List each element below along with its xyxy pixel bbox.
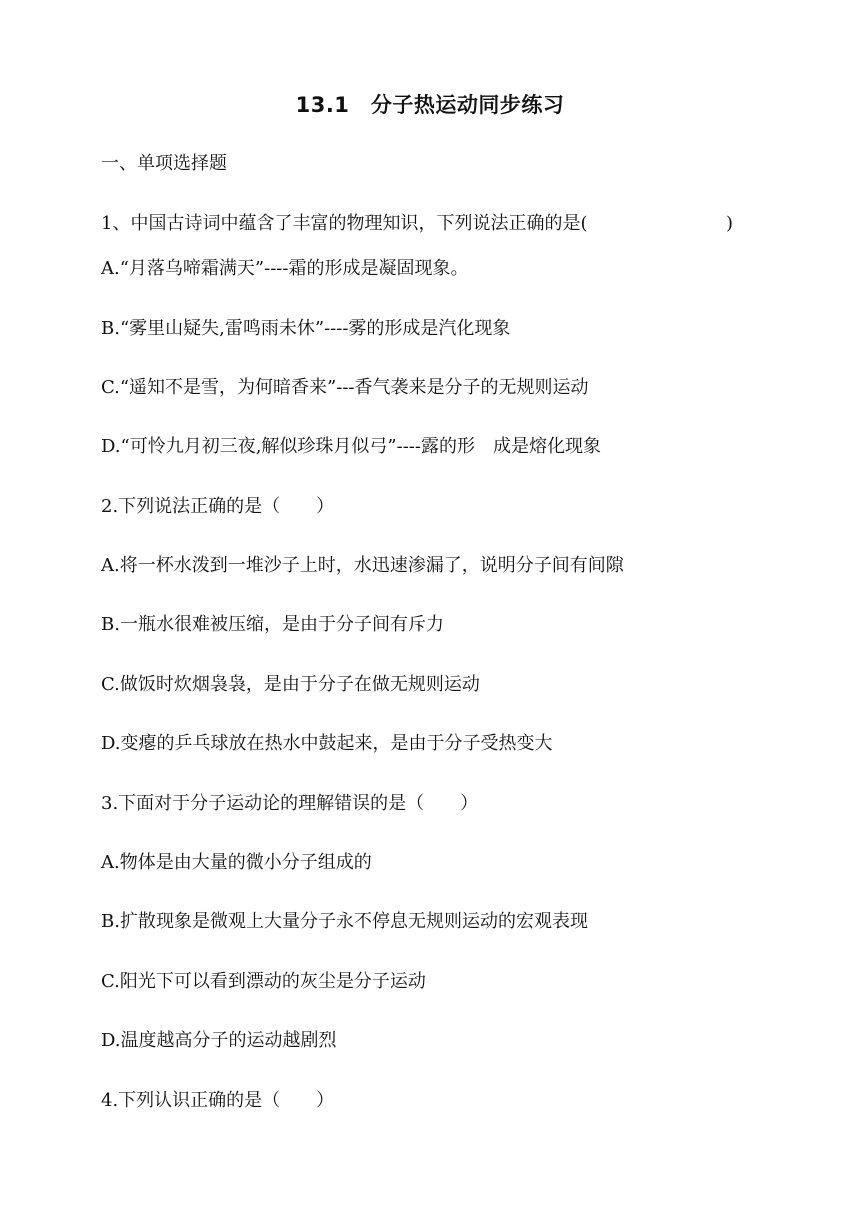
question-3-stem: 3.下面对于分子运动论的理解错误的是（ ）	[101, 793, 479, 814]
question-4-stem: 4.下列认识正确的是（ ）	[101, 1090, 335, 1111]
section-heading: 一、单项选择题	[101, 153, 227, 174]
question-1-option-b: B.“雾里山疑失,雷鸣雨未休”----雾的形成是汽化现象	[101, 318, 511, 339]
question-3-option-c: C.阳光下可以看到漂动的灰尘是分子运动	[101, 971, 426, 992]
question-1-answer-paren: )	[726, 213, 734, 234]
question-1-stem: 1、中国古诗词中蕴含了丰富的物理知识，下列说法正确的是(	[101, 213, 588, 234]
question-1-option-a: A.“月落乌啼霜满天”----霜的形成是凝固现象。	[101, 258, 469, 279]
question-3-option-b: B.扩散现象是微观上大量分子永不停息无规则运动的宏观表现	[101, 911, 588, 932]
question-3-option-a: A.物体是由大量的微小分子组成的	[101, 852, 372, 873]
question-2-option-b: B.一瓶水很难被压缩，是由于分子间有斥力	[101, 614, 444, 635]
question-2-stem: 2.下列说法正确的是（ ）	[101, 496, 335, 517]
question-2-option-a: A.将一杯水泼到一堆沙子上时，水迅速渗漏了，说明分子间有间隙	[101, 555, 624, 576]
question-1-option-d: D.“可怜九月初三夜,解似珍珠月似弓”----露的形 成是熔化现象	[101, 436, 601, 457]
question-2-option-d: D.变瘪的乒乓球放在热水中鼓起来，是由于分子受热变大	[101, 733, 553, 754]
question-1-option-c: C.“遥知不是雪，为何暗香来”---香气袭来是分子的无规则运动	[101, 377, 589, 398]
question-2-option-c: C.做饭时炊烟袅袅，是由于分子在做无规则运动	[101, 674, 480, 695]
question-3-option-d: D.温度越高分子的运动越剧烈	[101, 1030, 337, 1051]
page-title: 13.1 分子热运动同步练习	[295, 93, 565, 117]
